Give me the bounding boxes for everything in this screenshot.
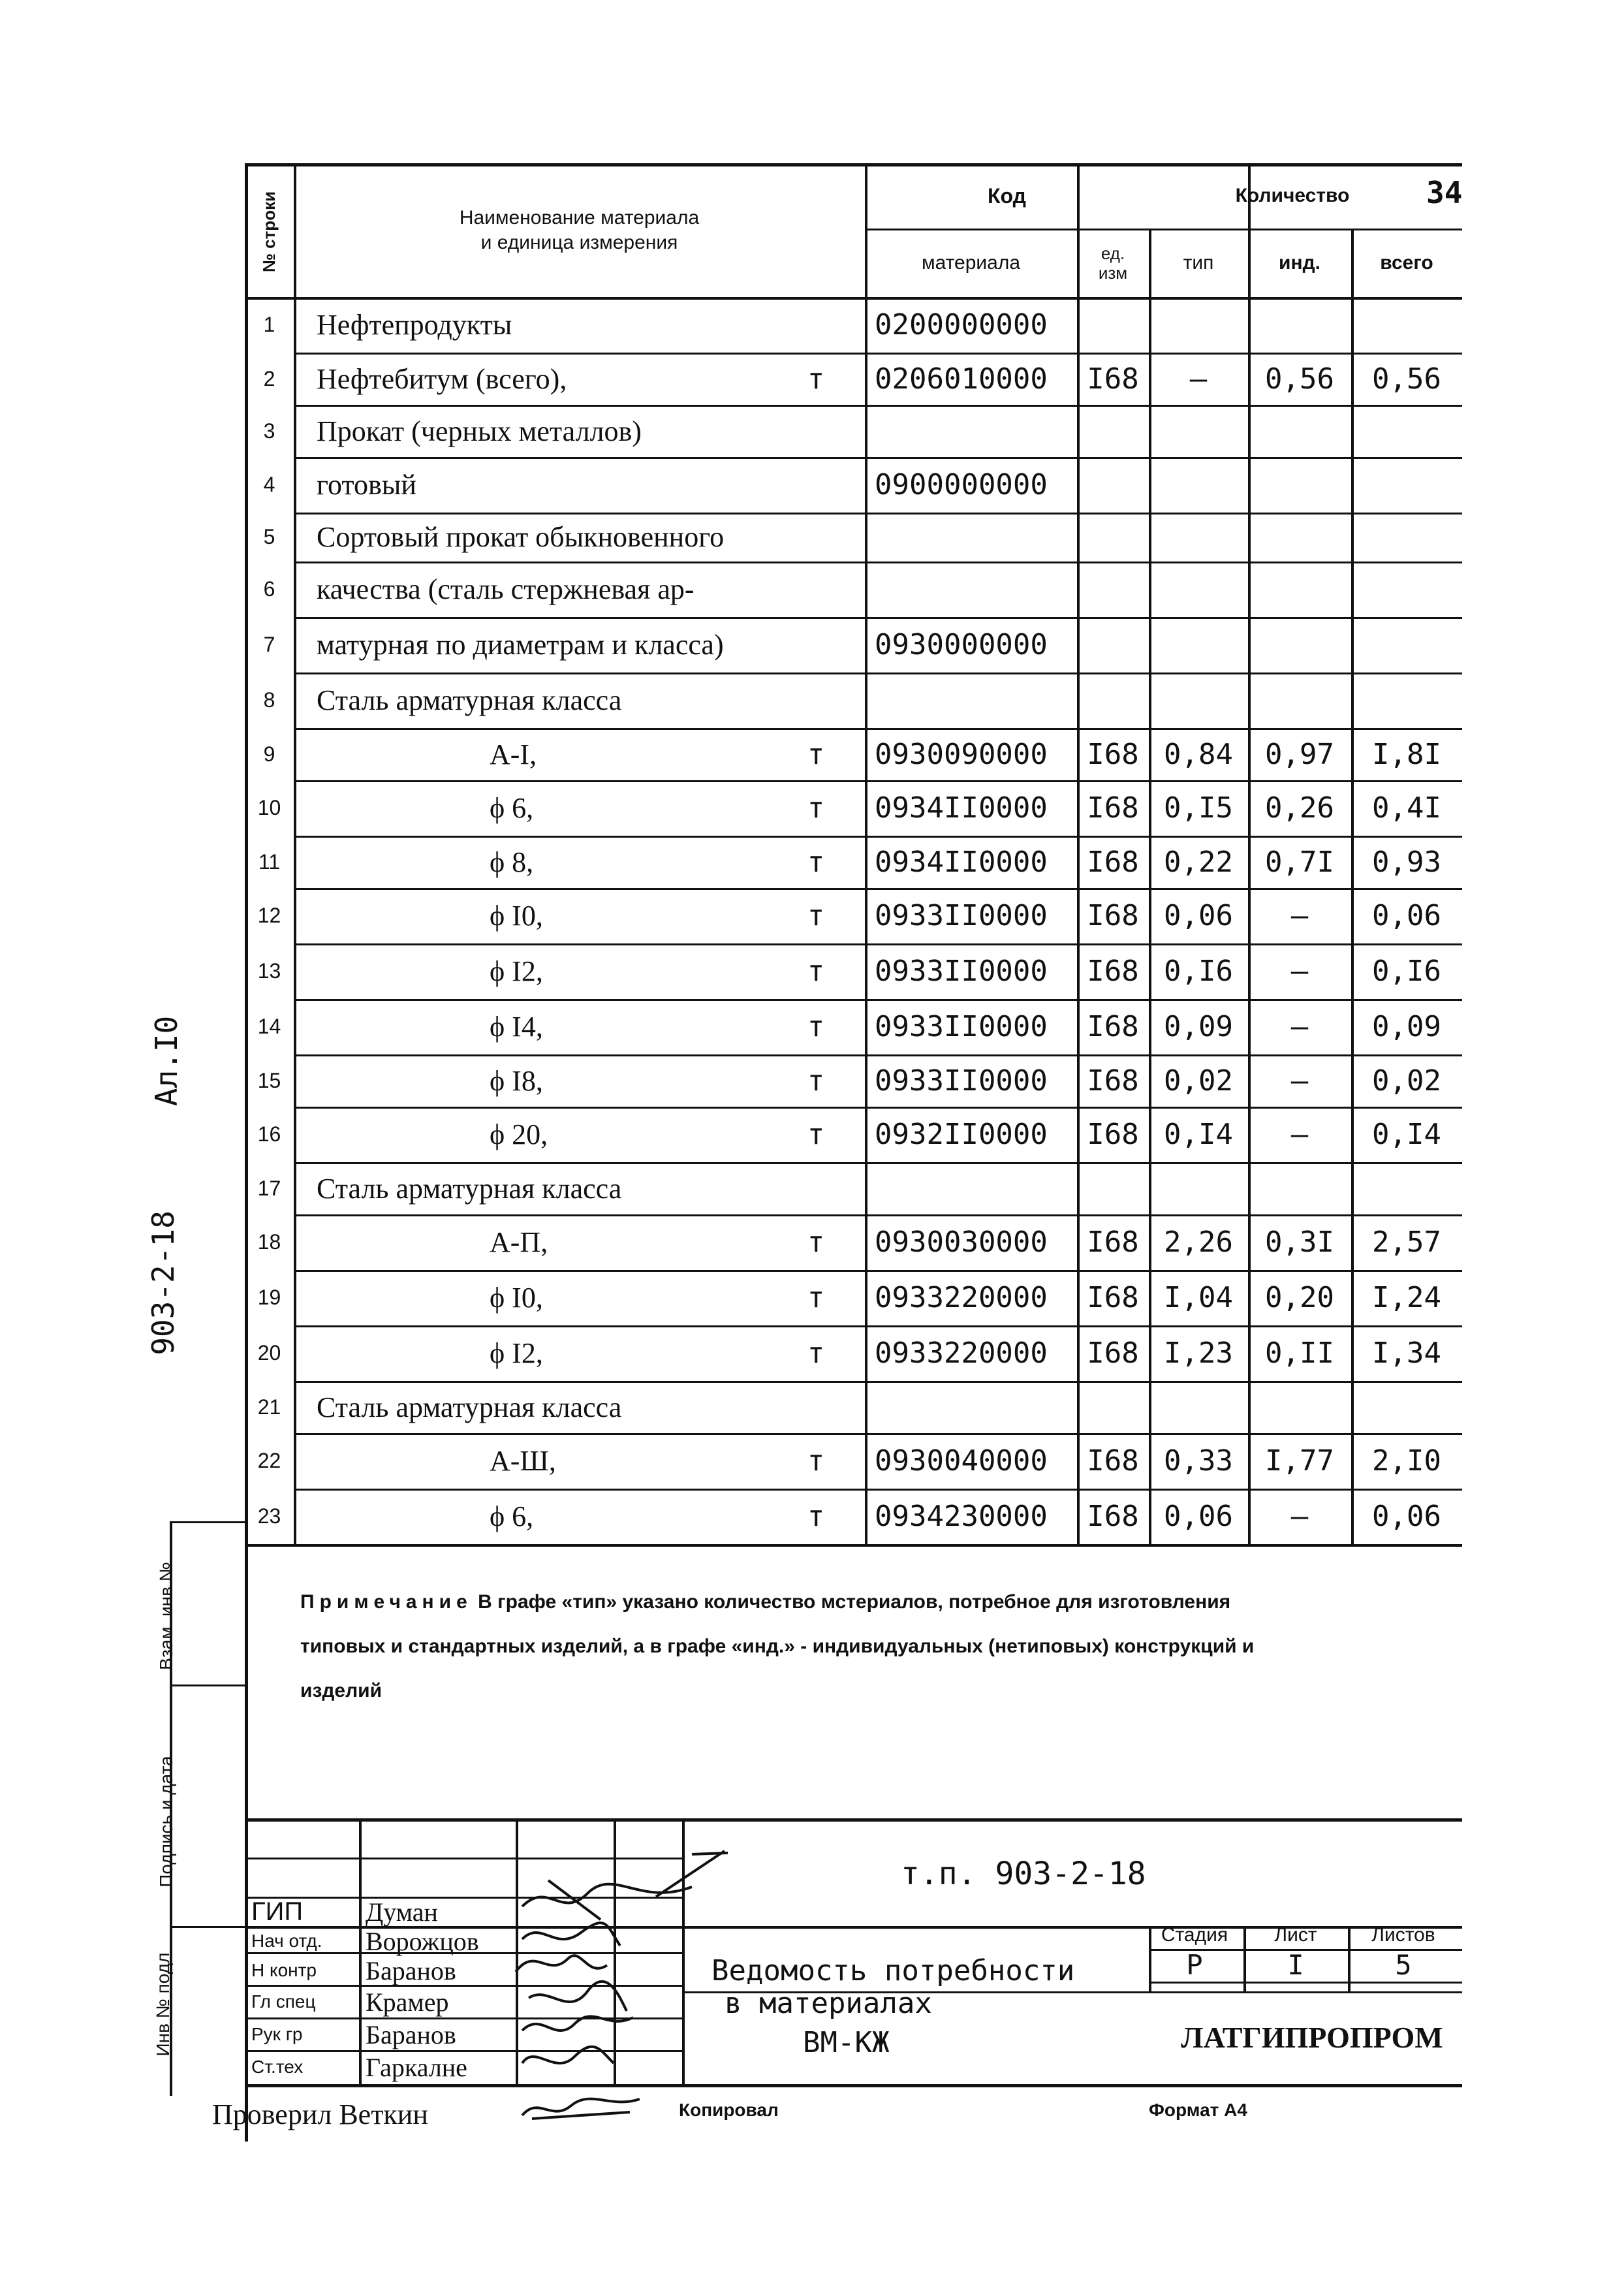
row-ind: 0,56	[1265, 362, 1334, 396]
row-ind: –	[1290, 1118, 1309, 1151]
row-total	[1351, 297, 1462, 353]
row-type: I,04	[1164, 1281, 1233, 1314]
row-number: 21	[257, 1395, 281, 1419]
row-number: 1	[263, 313, 275, 336]
staff-role: Ст.тех	[251, 2057, 304, 2077]
row-unit-word: т	[807, 1444, 825, 1478]
row-number: 10	[257, 796, 281, 819]
staff-role: Рук гр	[251, 2024, 303, 2044]
podpis-data-label: Подпись и дата	[156, 1756, 176, 1888]
row-type: 0,I5	[1164, 791, 1233, 825]
row-type	[1149, 1162, 1248, 1214]
row-code: 0930090000	[875, 737, 1048, 771]
row-code: 0934230000	[875, 1500, 1048, 1533]
stamp-top-line	[245, 1818, 1462, 1822]
row-unit	[1077, 617, 1149, 672]
row-total: 0,4I	[1372, 791, 1441, 825]
row-number: 6	[263, 577, 275, 601]
row-ind: 0,3I	[1265, 1226, 1334, 1259]
row-type: 0,I6	[1164, 955, 1233, 988]
row-code: 0930030000	[875, 1226, 1048, 1259]
signatures-image	[509, 1867, 705, 2089]
row-code: 0900000000	[875, 468, 1048, 501]
row-ind: 0,97	[1265, 737, 1334, 771]
header-code: Код	[988, 184, 1026, 208]
header-quantity: Количество	[1235, 185, 1350, 206]
row-code	[875, 405, 1074, 457]
row-name: А-Ш,	[490, 1445, 556, 1477]
staff-role: ГИП	[251, 1897, 304, 1926]
note-block	[300, 1580, 1319, 1713]
row-total: I,8I	[1372, 737, 1441, 771]
row-code: 0933220000	[875, 1281, 1048, 1314]
column-divider	[294, 163, 296, 1544]
row-total: 0,02	[1372, 1064, 1441, 1098]
row-total: 0,I6	[1372, 955, 1441, 988]
row-code	[875, 1162, 1074, 1214]
row-code: 0200000000	[875, 308, 1048, 341]
row-ind: –	[1290, 1500, 1309, 1533]
row-type: –	[1189, 362, 1208, 396]
staff-name: Баранов	[366, 1955, 456, 1985]
row-type: 0,02	[1164, 1064, 1233, 1098]
row-type	[1149, 1381, 1248, 1433]
row-code: 0934II0000	[875, 845, 1048, 879]
row-unit: I68	[1087, 1010, 1139, 1043]
sheets-label: Листов	[1371, 1924, 1435, 1946]
row-total	[1351, 617, 1462, 672]
row-unit	[1077, 457, 1149, 513]
column-divider	[865, 163, 867, 1544]
row-name: качества (сталь стержневая ар-	[317, 573, 695, 605]
row-type	[1149, 405, 1248, 457]
header-ind: инд.	[1279, 251, 1320, 274]
row-name: А-I,	[490, 738, 537, 770]
row-unit-word: т	[807, 1500, 825, 1533]
row-unit-word: т	[807, 737, 825, 771]
row-ind	[1248, 405, 1351, 457]
row-ind	[1248, 1381, 1351, 1433]
row-number: 13	[257, 959, 281, 983]
row-ind: 0,26	[1265, 791, 1334, 825]
row-type	[1149, 672, 1248, 728]
row-unit-word: т	[807, 955, 825, 988]
staff-name: Ворожцов	[366, 1926, 479, 1956]
row-unit	[1077, 297, 1149, 353]
row-total	[1351, 1381, 1462, 1433]
row-unit: I68	[1087, 362, 1139, 396]
row-ind	[1248, 513, 1351, 561]
stage-label: Стадия	[1161, 1924, 1228, 1946]
row-type	[1149, 561, 1248, 617]
staff-name: Гаркалне	[366, 2052, 467, 2082]
row-ind	[1248, 297, 1351, 353]
row-name: ϕ 6,	[490, 792, 534, 824]
row-number: 16	[257, 1122, 281, 1146]
row-type	[1149, 513, 1248, 561]
header-type: тип	[1183, 251, 1214, 274]
note-lead: Примечание	[300, 1591, 473, 1613]
row-name: Нефтепродукты	[317, 309, 512, 341]
sheet-number-vertical: Ал.I0	[149, 1015, 184, 1107]
copied-label: Копировал	[679, 2100, 779, 2120]
row-unit-word: т	[807, 1281, 825, 1314]
row-ind	[1248, 561, 1351, 617]
row-type: 0,22	[1164, 845, 1233, 879]
stamp-col-line	[359, 1818, 362, 2084]
row-unit: I68	[1087, 1500, 1139, 1533]
sheets-value: 5	[1395, 1948, 1412, 1981]
row-ind	[1248, 457, 1351, 513]
staff-name: Думан	[366, 1897, 438, 1927]
row-code: 0933II0000	[875, 955, 1048, 988]
row-total: 0,56	[1372, 362, 1441, 396]
row-name: А-П,	[490, 1226, 548, 1258]
row-type: 0,I4	[1164, 1118, 1233, 1151]
row-unit-word: т	[807, 1118, 825, 1151]
format-label: Формат А4	[1149, 2100, 1247, 2120]
row-code: 0206010000	[875, 362, 1048, 396]
row-unit	[1077, 672, 1149, 728]
side-col-line	[170, 1521, 245, 1523]
row-unit: I68	[1087, 1336, 1139, 1370]
project-code-stroke	[653, 1848, 731, 1900]
row-unit: I68	[1087, 845, 1139, 879]
row-ind	[1248, 672, 1351, 728]
row-ind: –	[1290, 899, 1309, 932]
row-unit-word: т	[807, 362, 825, 396]
row-type: 2,26	[1164, 1226, 1233, 1259]
row-unit-word: т	[807, 791, 825, 825]
row-unit-word: т	[807, 845, 825, 879]
row-unit: I68	[1087, 899, 1139, 932]
doc-title-line1: Ведомость потребности	[711, 1953, 1075, 1987]
stamp-bottom-line	[245, 2084, 1462, 2087]
row-unit: I68	[1087, 791, 1139, 825]
sheet-label: Лист	[1274, 1924, 1317, 1946]
row-name: матурная по диаметрам и класса)	[317, 629, 724, 661]
row-code: 0933II0000	[875, 899, 1048, 932]
row-name: Нефтебитум (всего),	[317, 362, 567, 395]
row-ind	[1248, 1162, 1351, 1214]
row-number: 9	[263, 742, 275, 766]
organization-name: ЛАТГИПРОПРОМ	[1181, 2020, 1443, 2054]
row-code: 0933II0000	[875, 1064, 1048, 1098]
project-code: т.п. 903-2-18	[901, 1856, 1146, 1892]
row-name: ϕ 6,	[490, 1500, 534, 1532]
row-type: 0,33	[1164, 1444, 1233, 1478]
doc-title-line2: в материалах	[725, 1986, 932, 2020]
row-total	[1351, 405, 1462, 457]
row-unit	[1077, 561, 1149, 617]
row-total: I,34	[1372, 1336, 1441, 1370]
row-name: Прокат (черных металлов)	[317, 415, 642, 447]
row-ind: 0,20	[1265, 1281, 1334, 1314]
checked-signature-image	[519, 2089, 643, 2128]
row-total: 0,06	[1372, 1500, 1441, 1533]
page-mark: 34	[1426, 175, 1463, 210]
stamp-row-line	[1149, 1982, 1462, 1984]
row-unit: I68	[1087, 1118, 1139, 1151]
row-code	[875, 1381, 1074, 1433]
row-number: 23	[257, 1504, 281, 1528]
row-number: 19	[257, 1286, 281, 1309]
row-name: готовый	[317, 469, 416, 501]
row-unit-word: т	[807, 899, 825, 932]
row-name: ϕ 8,	[490, 846, 534, 878]
row-unit	[1077, 513, 1149, 561]
row-number: 18	[257, 1230, 281, 1254]
row-number: 15	[257, 1068, 281, 1092]
row-code: 0930040000	[875, 1444, 1048, 1478]
row-number: 14	[257, 1015, 281, 1038]
row-name: ϕ I2,	[490, 1337, 543, 1369]
row-unit	[1077, 405, 1149, 457]
header-unit: ед. изм	[1098, 243, 1128, 283]
row-name: ϕ I0,	[490, 1282, 543, 1314]
inv-podl-label: Инв № подл	[153, 1952, 173, 2057]
row-code	[875, 561, 1074, 617]
row-total: 0,93	[1372, 845, 1441, 879]
row-total: 2,I0	[1372, 1444, 1441, 1478]
row-name: Сталь арматурная класса	[317, 1172, 622, 1205]
row-unit	[1077, 1381, 1149, 1433]
staff-role: Н контр	[251, 1960, 317, 1980]
sheet-value: I	[1287, 1948, 1304, 1981]
row-number: 7	[263, 633, 275, 656]
row-code: 0932II0000	[875, 1118, 1048, 1151]
row-name: Сталь арматурная класса	[317, 1391, 622, 1423]
row-code: 0933220000	[875, 1336, 1048, 1370]
row-number: 22	[257, 1449, 281, 1472]
row-name: ϕ I8,	[490, 1064, 543, 1097]
header-name: Наименование материала и единица измерения	[459, 206, 700, 253]
row-ind: 0,II	[1265, 1336, 1334, 1370]
row-code: 0933II0000	[875, 1010, 1048, 1043]
row-type: 0,06	[1164, 899, 1233, 932]
row-type	[1149, 297, 1248, 353]
row-unit: I68	[1087, 1064, 1139, 1098]
row-name: ϕ I0,	[490, 900, 543, 932]
row-type: 0,06	[1164, 1500, 1233, 1533]
stamp-row-line	[245, 1858, 682, 1859]
row-total	[1351, 513, 1462, 561]
row-code	[875, 672, 1074, 728]
doc-title-line3: ВМ-КЖ	[803, 2025, 890, 2059]
row-ind: I,77	[1265, 1444, 1334, 1478]
row-number: 5	[263, 525, 275, 548]
row-ind: –	[1290, 1010, 1309, 1043]
row-ind: –	[1290, 955, 1309, 988]
header-row-number: № строки	[258, 191, 279, 273]
row-type: I,23	[1164, 1336, 1233, 1370]
row-code: 0930000000	[875, 628, 1048, 661]
row-total: 0,09	[1372, 1010, 1441, 1043]
row-number: 12	[257, 904, 281, 927]
row-unit-word: т	[807, 1010, 825, 1043]
row-number: 17	[257, 1176, 281, 1200]
row-code	[875, 513, 1074, 561]
row-unit-word: т	[807, 1336, 825, 1370]
row-total: 0,06	[1372, 899, 1441, 932]
staff-name: Баранов	[366, 2019, 456, 2049]
row-unit-word: т	[807, 1226, 825, 1259]
staff-name: Крамер	[366, 1987, 449, 2017]
row-number: 20	[257, 1341, 281, 1365]
row-total: 2,57	[1372, 1226, 1441, 1259]
checked-by: Проверил Веткин	[212, 2098, 428, 2130]
row-ind: 0,7I	[1265, 845, 1334, 879]
row-type: 0,84	[1164, 737, 1233, 771]
row-name: ϕ I4,	[490, 1011, 543, 1043]
row-unit: I68	[1087, 737, 1139, 771]
row-number: 11	[258, 849, 281, 874]
table-bottom-line	[245, 1544, 1462, 1547]
row-type	[1149, 457, 1248, 513]
row-total: I,24	[1372, 1281, 1441, 1314]
row-name: Сортовый прокат обыкновенного	[317, 521, 725, 553]
row-total	[1351, 1162, 1462, 1214]
vzam-inv-label: Взам. инв №	[156, 1562, 176, 1670]
stage-value: Р	[1186, 1948, 1203, 1981]
row-unit: I68	[1087, 1444, 1139, 1478]
row-name: ϕ 20,	[490, 1118, 548, 1150]
staff-role: Гл спец	[251, 1991, 316, 2012]
row-total	[1351, 672, 1462, 728]
row-ind	[1248, 617, 1351, 672]
row-number: 4	[263, 473, 275, 496]
row-total	[1351, 561, 1462, 617]
row-unit: I68	[1087, 1281, 1139, 1314]
row-code: 0934II0000	[875, 791, 1048, 825]
header-total: всего	[1380, 251, 1433, 274]
row-unit-word: т	[807, 1064, 825, 1098]
header-material: материала	[921, 251, 1021, 274]
row-unit: I68	[1087, 955, 1139, 988]
row-name: Сталь арматурная класса	[317, 684, 622, 716]
row-unit	[1077, 1162, 1149, 1214]
doc-code-vertical: 903-2-18	[146, 1210, 181, 1355]
note-text: В графе «тип» указано количество мстериалов, потребное для изготовления типовых и стандартных изделий, а в графе «инд.» - индивидуальных (нетиповых) конструкций и изделий	[300, 1591, 1255, 1701]
staff-role: Нач отд.	[251, 1931, 322, 1951]
row-number: 8	[263, 688, 275, 712]
row-unit: I68	[1087, 1226, 1139, 1259]
row-number: 2	[263, 366, 275, 390]
row-type: 0,09	[1164, 1010, 1233, 1043]
row-ind: –	[1290, 1064, 1309, 1098]
row-type	[1149, 617, 1248, 672]
row-name: ϕ I2,	[490, 955, 543, 987]
row-total: 0,I4	[1372, 1118, 1441, 1151]
row-total	[1351, 457, 1462, 513]
row-number: 3	[263, 419, 275, 443]
